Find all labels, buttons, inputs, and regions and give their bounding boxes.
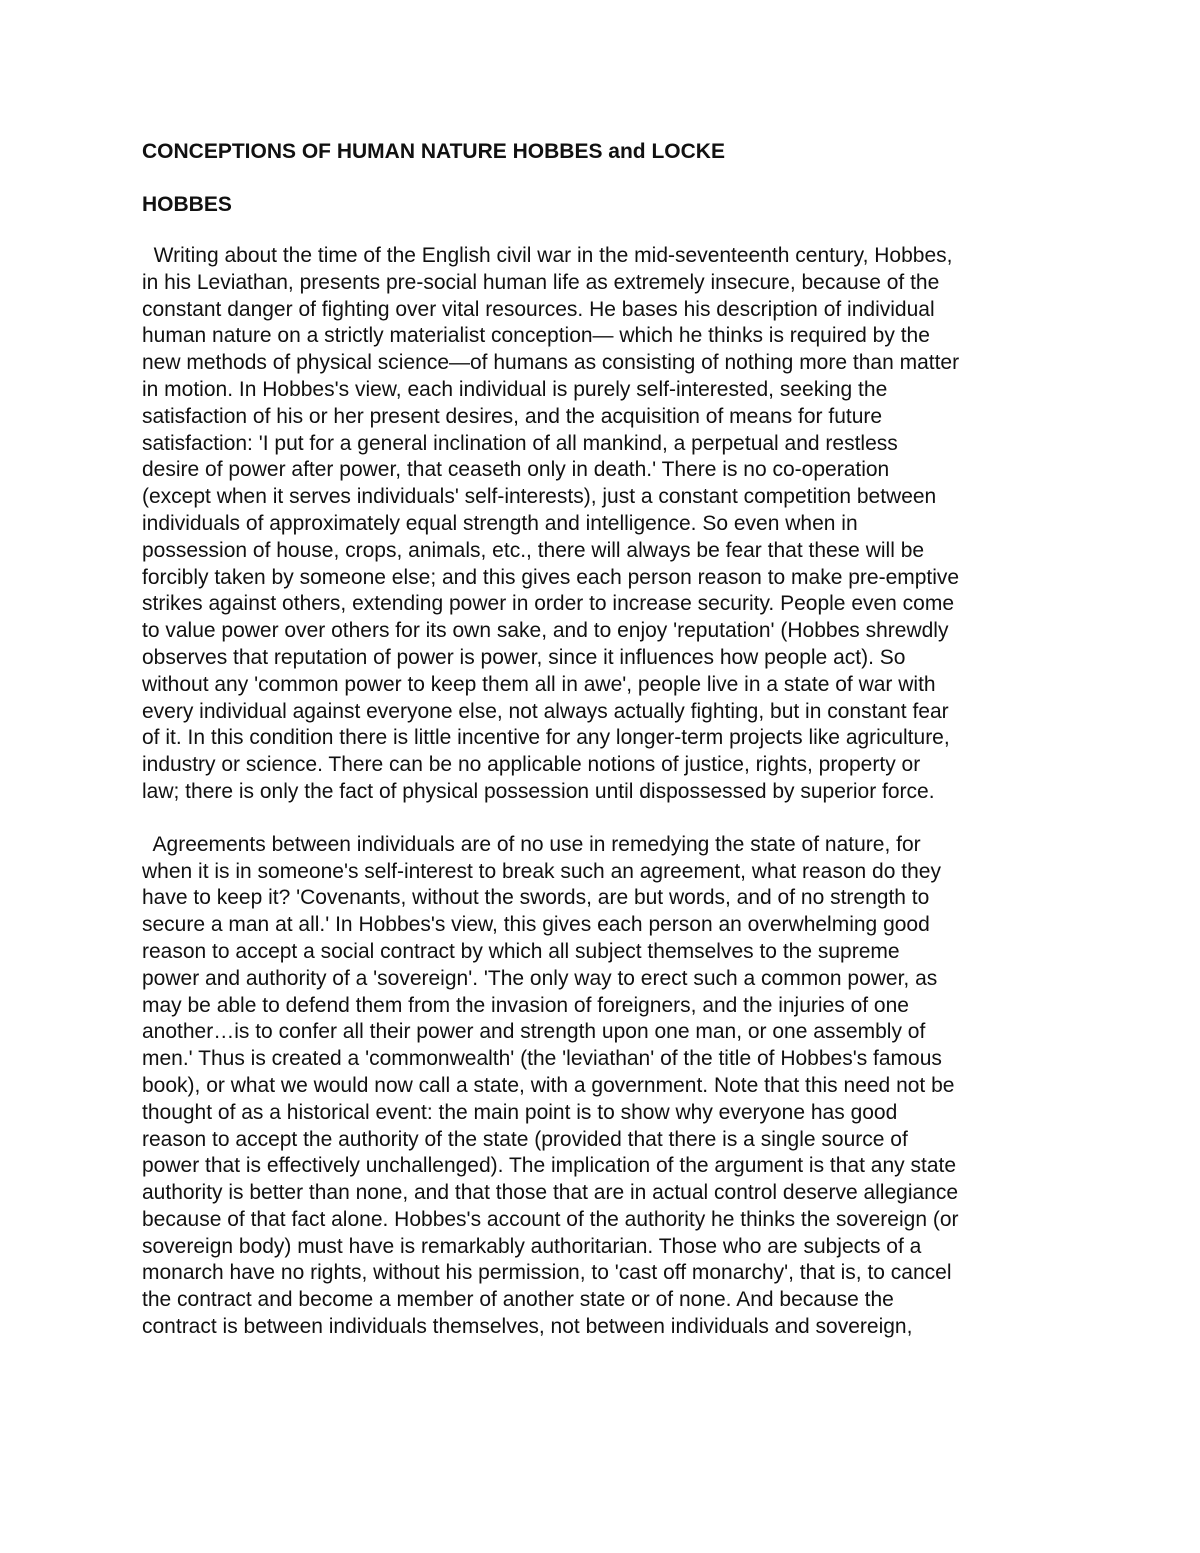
document-title: CONCEPTIONS OF HUMAN NATURE HOBBES and LOCKE [142,140,725,163]
paragraph-line: in his Leviathan, presents pre-social human life as extremely insecure, because of the [142,270,940,294]
paragraph-line: reason to accept a social contract by which all subject themselves to the supreme [142,939,900,963]
paragraph-line: strikes against others, extending power in order to increase security. People even come [142,592,955,616]
paragraph-line: industry or science. There can be no applicable notions of justice, rights, property or [142,753,921,777]
document-page [142,138,1062,1367]
paragraph-line: in motion. In Hobbes's view, each individual is purely self-interested, seeking the [142,377,888,401]
paragraph-line: Writing about the time of the English civil war in the mid-seventeenth century, Hobbes, [142,244,953,267]
paragraph-line: (except when it serves individuals' self-interests), just a constant competition between [142,485,937,509]
paragraph-2 [142,832,1062,1341]
paragraph-line: forcibly taken by someone else; and this gives each person reason to make pre-emptive [142,565,960,589]
paragraph-line: Agreements between individuals are of no use in remedying the state of nature, for [142,832,921,856]
paragraph-line: power that is effectively unchallenged). The implication of the argument is that any state [142,1154,957,1178]
paragraph-line: the contract and become a member of another state or of none. And because the [142,1288,894,1312]
paragraph-line: without any 'common power to keep them all in awe', people live in a state of war with [142,672,936,696]
paragraph-line: book), or what we would now call a state, with a government. Note that this need not be [142,1073,955,1097]
paragraph-line: contract is between individuals themselves, not between individuals and sovereign, [142,1315,913,1339]
paragraph-line: individuals of approximately equal strength and intelligence. So even when in [142,511,858,535]
paragraph-line: when it is in someone's self-interest to break such an agreement, what reason do they [142,859,941,883]
section-heading-hobbes: HOBBES [142,193,232,216]
paragraph-line: new methods of physical science—of humans as consisting of nothing more than matter [142,351,960,375]
paragraph-1 [142,243,1062,806]
paragraph-line: satisfaction: 'I put for a general inclination of all mankind, a perpetual and restless [142,431,898,455]
paragraph-line: men.' Thus is created a 'commonwealth' (the 'leviathan' of the title of Hobbes's famous [142,1047,942,1071]
paragraph-line: constant danger of fighting over vital resources. He bases his description of individual [142,297,935,321]
paragraph-line: human nature on a strictly materialist conception— which he thinks is required by the [142,324,930,348]
paragraph-line: law; there is only the fact of physical possession until dispossessed by superior force. [142,779,935,803]
paragraph-line: power and authority of a 'sovereign'. 'The only way to erect such a common power, as [142,966,938,990]
paragraph-line: observes that reputation of power is power, since it influences how people act). So [142,645,906,669]
paragraph-line: possession of house, crops, animals, etc., there will always be fear that these will be [142,538,925,562]
paragraph-line: desire of power after power, that ceaseth only in death.' There is no co-operation [142,458,890,482]
paragraph-line: have to keep it? 'Covenants, without the swords, are but words, and of no strength to [142,886,930,910]
paragraph-line: because of that fact alone. Hobbes's account of the authority he thinks the sovereign (or [142,1207,959,1231]
paragraph-line: monarch have no rights, without his permission, to 'cast off monarchy', that is, to cancel [142,1261,952,1285]
paragraph-line: authority is better than none, and that those that are in actual control deserve allegiance [142,1181,959,1205]
paragraph-line: thought of as a historical event: the main point is to show why everyone has good [142,1100,898,1124]
paragraph-line: of it. In this condition there is little incentive for any longer-term projects like agriculture, [142,726,950,750]
paragraph-line: to value power over others for its own sake, and to enjoy 'reputation' (Hobbes shrewdly [142,619,949,643]
paragraph-line: every individual against everyone else, not always actually fighting, but in constant fear [142,699,949,723]
paragraph-line: may be able to defend them from the invasion of foreigners, and the injuries of one [142,993,909,1017]
paragraph-line: sovereign body) must have is remarkably authoritarian. Those who are subjects of a [142,1234,922,1258]
paragraph-line: secure a man at all.' In Hobbes's view, this gives each person an overwhelming good [142,913,930,937]
paragraph-line: another…is to confer all their power and strength upon one man, or one assembly of [142,1020,926,1044]
paragraph-line: satisfaction of his or her present desires, and the acquisition of means for future [142,404,883,428]
paragraph-line: reason to accept the authority of the state (provided that there is a single source of [142,1127,908,1151]
